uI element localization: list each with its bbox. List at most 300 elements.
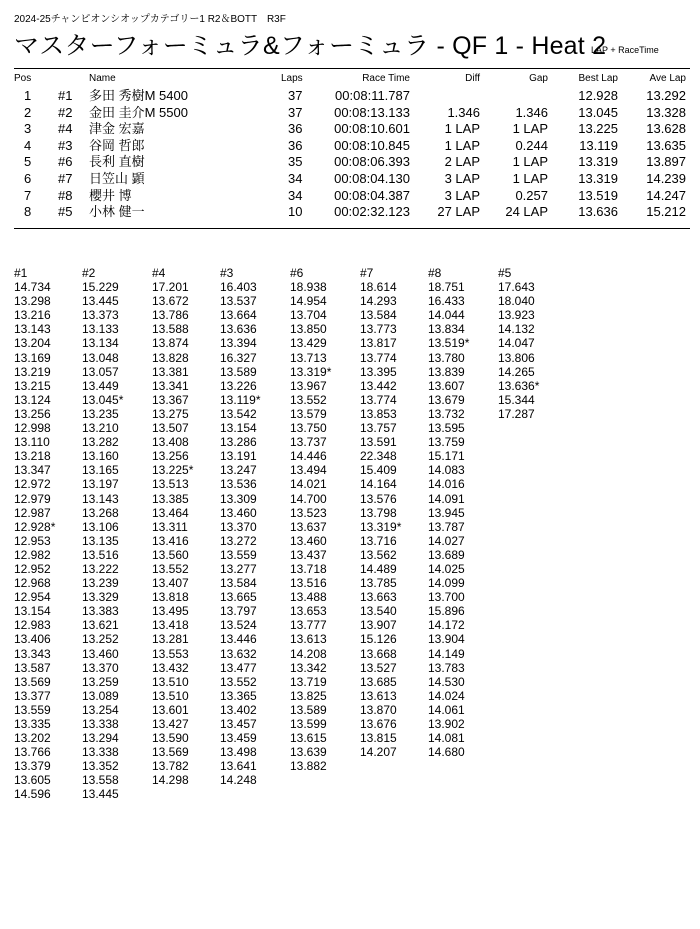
lap-column-header: #5 — [498, 266, 512, 280]
lap-time: 13.685 — [360, 674, 397, 689]
lap-time: 15.896 — [428, 604, 465, 619]
driver-name-cell: 長利 直樹 — [89, 154, 145, 170]
lap-time: 13.782 — [152, 759, 189, 774]
lap-time: 14.680 — [428, 745, 465, 760]
lap-time: 18.040 — [498, 294, 535, 309]
lap-time: 13.226 — [220, 378, 257, 393]
lap-time: 13.587 — [14, 660, 51, 675]
driver-name-cell: 谷岡 哲郎 — [89, 137, 145, 153]
lap-time: 13.282 — [82, 435, 119, 450]
ave-lap-cell: 13.635 — [646, 137, 686, 153]
lap-time: 14.061 — [428, 702, 465, 717]
lap-time: 13.165 — [82, 463, 119, 478]
diff-cell: 27 LAP — [437, 204, 480, 220]
col-header-name: Name — [89, 73, 116, 84]
ave-lap-cell: 13.628 — [646, 121, 686, 137]
lap-time: 13.607 — [428, 378, 465, 393]
lap-time: 13.552 — [152, 561, 189, 576]
lap-column-header: #6 — [290, 266, 304, 280]
diff-cell: 2 LAP — [444, 154, 480, 170]
lap-time: 13.154 — [14, 604, 51, 619]
lap-time: 13.591 — [360, 435, 397, 450]
lap-time: 13.882 — [290, 759, 327, 774]
lap-time: 14.248 — [220, 773, 257, 788]
lap-time: 14.132 — [498, 322, 535, 337]
lap-time: 13.676 — [360, 717, 397, 731]
lap-time: 13.599 — [290, 717, 327, 731]
lap-time: 13.124 — [14, 392, 51, 407]
lap-time: 14.027 — [428, 533, 465, 548]
lap-column — [360, 266, 428, 759]
lap-time: 14.047 — [498, 336, 535, 351]
lap-time: 13.774 — [360, 392, 397, 407]
lap-time: 13.134 — [82, 336, 119, 351]
lap-column — [152, 266, 220, 787]
col-header-pos: Pos — [14, 73, 32, 84]
lap-time: 13.367 — [152, 392, 189, 407]
pos-cell: 4 — [24, 137, 32, 153]
pos-cell: 3 — [24, 121, 32, 137]
lap-time: 13.519* — [428, 336, 470, 351]
lap-time: 13.664 — [220, 308, 257, 323]
lap-time: 14.083 — [428, 463, 465, 478]
col-header-laps: Laps — [281, 73, 303, 84]
driver-name-cell: 津金 宏嘉 — [89, 121, 145, 137]
lap-time: 14.172 — [428, 618, 465, 633]
lap-time: 13.275 — [152, 406, 189, 421]
lap-time: 13.477 — [220, 660, 257, 675]
race-time-cell: 00:08:10.845 — [334, 137, 410, 153]
lap-time: 13.639 — [290, 745, 327, 760]
lap-column — [14, 266, 82, 802]
lap-time: 13.700 — [428, 590, 465, 605]
lap-time: 13.460 — [82, 646, 119, 661]
lap-time: 13.160 — [82, 449, 119, 464]
lap-time: 13.584 — [360, 308, 397, 323]
lap-time: 13.256 — [152, 449, 189, 464]
result-row — [0, 138, 700, 154]
lap-time: 13.247 — [220, 463, 257, 478]
result-row — [0, 204, 700, 220]
lap-time: 13.874 — [152, 336, 189, 351]
car-number-cell: #2 — [58, 104, 73, 120]
col-header-race-time: Race Time — [362, 73, 410, 84]
lap-column-header: #3 — [220, 266, 234, 280]
lap-time: 13.341 — [152, 378, 189, 393]
lap-time: 13.815 — [360, 731, 397, 746]
lap-time: 13.254 — [82, 702, 119, 717]
ave-lap-cell: 14.239 — [646, 171, 686, 186]
lap-time: 13.663 — [360, 590, 397, 605]
lap-time: 14.265 — [498, 364, 535, 379]
lap-time: 12.928* — [14, 519, 56, 534]
lap-time: 13.445 — [82, 294, 119, 309]
lap-time: 13.773 — [360, 322, 397, 337]
result-row — [0, 188, 700, 204]
lap-time: 16.403 — [220, 280, 257, 295]
pos-cell: 5 — [24, 154, 32, 170]
lap-time: 13.672 — [152, 294, 189, 309]
lap-time: 13.834 — [428, 322, 465, 337]
lap-time: 14.207 — [360, 745, 397, 760]
lap-column — [290, 266, 358, 773]
lap-time: 13.559 — [220, 547, 257, 562]
lap-time: 13.757 — [360, 421, 397, 436]
lap-time: 13.817 — [360, 336, 397, 351]
best-lap-cell: 12.928 — [578, 88, 618, 103]
lap-time: 13.613 — [360, 688, 397, 703]
lap-time: 13.558 — [82, 773, 119, 788]
lap-time: 12.972 — [14, 477, 51, 492]
lap-time: 13.516 — [290, 576, 327, 591]
laps-cell: 35 — [288, 154, 303, 170]
lap-time: 13.429 — [290, 336, 327, 351]
lap-time: 13.457 — [220, 717, 257, 731]
lap-time: 13.319* — [290, 364, 332, 379]
lap-time: 13.716 — [360, 533, 397, 548]
bottom-rule — [14, 228, 690, 229]
lap-time: 13.286 — [220, 435, 257, 450]
race-time-cell: 00:08:10.601 — [334, 121, 410, 137]
top-rule — [14, 68, 690, 69]
lap-time: 13.347 — [14, 463, 51, 478]
lap-time: 13.416 — [152, 533, 189, 548]
lap-time: 13.135 — [82, 533, 119, 548]
lap-time: 13.494 — [290, 463, 327, 478]
lap-time: 12.968 — [14, 576, 51, 591]
lap-time: 13.048 — [82, 350, 119, 365]
col-header-gap: Gap — [529, 73, 548, 84]
lap-column-header: #8 — [428, 266, 442, 280]
lap-time: 13.342 — [290, 660, 327, 675]
lap-time: 13.459 — [220, 731, 257, 746]
lap-time: 13.210 — [82, 421, 119, 436]
lap-time: 13.402 — [220, 702, 257, 717]
pos-cell: 2 — [24, 104, 32, 120]
result-row — [0, 105, 700, 121]
lap-time: 13.907 — [360, 618, 397, 633]
lap-time: 13.540 — [360, 604, 397, 619]
lap-time: 13.252 — [82, 632, 119, 647]
col-header-diff: Diff — [465, 73, 480, 84]
lap-time: 14.164 — [360, 477, 397, 492]
lap-time: 13.615 — [290, 731, 327, 746]
gap-cell: 0.257 — [515, 187, 548, 203]
lap-time: 13.718 — [290, 561, 327, 576]
lap-time: 13.338 — [82, 717, 119, 731]
lap-time: 13.510 — [152, 674, 189, 689]
lap-time: 13.191 — [220, 449, 257, 464]
race-time-cell: 00:08:13.133 — [334, 104, 410, 120]
lap-time: 14.021 — [290, 477, 327, 492]
lap-time: 12.987 — [14, 505, 51, 520]
laps-cell: 37 — [288, 104, 303, 120]
lap-column — [498, 266, 566, 421]
gap-cell: 24 LAP — [505, 204, 548, 220]
lap-time: 13.197 — [82, 477, 119, 492]
lap-time: 13.394 — [220, 336, 257, 351]
lap-time: 13.579 — [290, 406, 327, 421]
lap-time: 13.281 — [152, 632, 189, 647]
pos-cell: 6 — [24, 171, 32, 186]
driver-name-cell: 多田 秀樹M 5400 — [89, 88, 188, 103]
lap-time: 13.395 — [360, 364, 397, 379]
lap-time: 18.938 — [290, 280, 327, 295]
ave-lap-cell: 13.328 — [646, 104, 686, 120]
gap-cell: 1 LAP — [512, 121, 548, 137]
lap-time: 13.379 — [14, 759, 51, 774]
lap-time: 13.352 — [82, 759, 119, 774]
lap-time: 13.780 — [428, 350, 465, 365]
lap-time: 14.099 — [428, 576, 465, 591]
col-header-best-lap: Best Lap — [578, 73, 618, 84]
pos-cell: 1 — [24, 88, 32, 103]
race-time-cell: 00:08:04.387 — [334, 187, 410, 203]
lap-time: 13.786 — [152, 308, 189, 323]
lap-time: 13.704 — [290, 308, 327, 323]
lap-time: 13.766 — [14, 745, 51, 760]
lap-time: 13.806 — [498, 350, 535, 365]
laps-cell: 36 — [288, 137, 303, 153]
col-header-ave-lap: Ave Lap — [649, 73, 686, 84]
lap-time: 13.343 — [14, 646, 51, 661]
diff-cell: 3 LAP — [444, 171, 480, 186]
lap-time: 12.979 — [14, 491, 51, 506]
lap-time: 13.552 — [290, 392, 327, 407]
lap-time: 13.460 — [220, 505, 257, 520]
lap-time: 13.143 — [14, 322, 51, 337]
diff-cell: 1.346 — [447, 104, 480, 120]
lap-time: 13.133 — [82, 322, 119, 337]
diff-cell: 1 LAP — [444, 121, 480, 137]
lap-time: 13.750 — [290, 421, 327, 436]
lap-time: 15.229 — [82, 280, 119, 295]
lap-time: 13.311 — [152, 519, 188, 534]
lap-time: 13.523 — [290, 505, 327, 520]
lap-column-header: #4 — [152, 266, 166, 280]
lap-time: 15.409 — [360, 463, 397, 478]
lap-time: 14.208 — [290, 646, 327, 661]
laps-cell: 34 — [288, 171, 303, 186]
lap-time: 13.589 — [220, 364, 257, 379]
lap-time: 13.057 — [82, 364, 119, 379]
lap-time: 13.828 — [152, 350, 189, 365]
page-title: マスターフォーミュラ&フォーミュラ - QF 1 - Heat 2 — [14, 32, 607, 60]
lap-time: 17.201 — [152, 280, 189, 295]
lap-time: 13.904 — [428, 632, 465, 647]
lap-time: 13.277 — [220, 561, 257, 576]
lap-time: 13.923 — [498, 308, 535, 323]
lap-time: 13.641 — [220, 759, 257, 774]
driver-name-cell: 櫻井 博 — [89, 187, 132, 203]
lap-time: 13.713 — [290, 350, 327, 365]
lap-time: 12.954 — [14, 590, 51, 605]
pos-cell: 8 — [24, 204, 32, 220]
lap-time: 13.562 — [360, 547, 397, 562]
pos-cell: 7 — [24, 187, 32, 203]
lap-time: 13.298 — [14, 294, 51, 309]
lap-time: 13.377 — [14, 688, 51, 703]
laps-cell: 10 — [288, 204, 303, 220]
lap-time: 17.287 — [498, 406, 535, 421]
lap-time: 13.119* — [220, 392, 261, 407]
lap-time: 13.338 — [82, 745, 119, 760]
lap-column-header: #7 — [360, 266, 374, 280]
lap-time: 14.044 — [428, 308, 465, 323]
result-row — [0, 154, 700, 170]
lap-time: 13.798 — [360, 505, 397, 520]
lap-time: 13.719 — [290, 674, 327, 689]
lap-time: 15.171 — [428, 449, 465, 464]
lap-time: 13.406 — [14, 632, 51, 647]
lap-time: 13.383 — [82, 604, 119, 619]
lap-time: 13.636 — [220, 322, 257, 337]
lap-time: 13.850 — [290, 322, 327, 337]
lap-time: 13.225* — [152, 463, 194, 478]
best-lap-cell: 13.225 — [578, 121, 618, 137]
lap-time: 13.365 — [220, 688, 257, 703]
lap-time: 14.024 — [428, 688, 465, 703]
lap-time: 13.632 — [220, 646, 257, 661]
lap-column — [428, 266, 496, 759]
lap-time: 13.498 — [220, 745, 257, 760]
lap-time: 13.967 — [290, 378, 327, 393]
lap-time: 12.998 — [14, 421, 51, 436]
lap-time: 14.091 — [428, 491, 465, 506]
lap-time: 13.560 — [152, 547, 189, 562]
lap-time: 13.584 — [220, 576, 257, 591]
laps-cell: 34 — [288, 187, 303, 203]
lap-time: 14.734 — [14, 280, 51, 295]
ave-lap-cell: 14.247 — [646, 187, 686, 203]
ave-lap-cell: 13.292 — [646, 88, 686, 103]
lap-time: 13.169 — [14, 350, 51, 365]
lap-time: 14.016 — [428, 477, 465, 492]
best-lap-cell: 13.319 — [578, 154, 618, 170]
lap-time: 13.222 — [82, 561, 119, 576]
lap-time: 13.460 — [290, 533, 327, 548]
lap-time: 14.149 — [428, 646, 465, 661]
lap-time: 13.106 — [82, 519, 119, 534]
lap-time: 13.902 — [428, 717, 465, 731]
lap-time: 13.309 — [220, 491, 257, 506]
best-lap-cell: 13.319 — [578, 171, 618, 186]
gap-cell: 1 LAP — [512, 171, 548, 186]
best-lap-cell: 13.519 — [578, 187, 618, 203]
lap-time: 13.202 — [14, 731, 51, 746]
lap-time: 16.327 — [220, 350, 257, 365]
lap-time: 13.381 — [152, 364, 189, 379]
laps-cell: 37 — [288, 88, 303, 103]
ave-lap-cell: 15.212 — [646, 204, 686, 220]
lap-time: 12.953 — [14, 533, 51, 548]
lap-time: 13.679 — [428, 392, 465, 407]
lap-time: 13.945 — [428, 505, 465, 520]
lap-time: 13.370 — [220, 519, 257, 534]
lap-time: 13.737 — [290, 435, 327, 450]
lap-time: 13.537 — [220, 294, 257, 309]
car-number-cell: #5 — [58, 204, 73, 220]
lap-time: 13.636* — [498, 378, 540, 393]
diff-cell: 3 LAP — [444, 187, 480, 203]
race-time-cell: 00:08:04.130 — [334, 171, 410, 186]
lap-time: 13.870 — [360, 702, 397, 717]
car-number-cell: #1 — [58, 88, 73, 103]
lap-time: 13.595 — [428, 421, 465, 436]
lap-time: 13.569 — [14, 674, 51, 689]
lap-time: 12.983 — [14, 618, 51, 633]
driver-name-cell: 金田 圭介M 5500 — [89, 104, 188, 120]
lap-time: 13.045* — [82, 392, 124, 407]
lap-time: 13.668 — [360, 646, 397, 661]
lap-time: 13.418 — [152, 618, 189, 633]
lap-time: 13.495 — [152, 604, 189, 619]
lap-time: 13.219 — [14, 364, 51, 379]
race-time-cell: 00:08:11.787 — [335, 88, 410, 103]
lap-time: 13.839 — [428, 364, 465, 379]
gap-cell: 0.244 — [515, 137, 548, 153]
event-subtitle: 2024-25チャンピオンシオップカテゴリー1 R2＆BOTT R3F — [14, 14, 286, 25]
lap-time: 13.605 — [14, 773, 51, 788]
lap-time: 13.427 — [152, 717, 189, 731]
lap-time: 13.536 — [220, 477, 257, 492]
lap-time: 14.954 — [290, 294, 327, 309]
lap-time: 13.294 — [82, 731, 119, 746]
lap-time: 22.348 — [360, 449, 397, 464]
lap-time: 13.446 — [220, 632, 257, 647]
lap-time: 14.298 — [152, 773, 189, 788]
best-lap-cell: 13.119 — [579, 137, 618, 153]
lap-time: 13.268 — [82, 505, 119, 520]
lap-time: 13.272 — [220, 533, 257, 548]
lap-time: 13.759 — [428, 435, 465, 450]
lap-time: 13.442 — [360, 378, 397, 393]
lap-time: 13.204 — [14, 336, 51, 351]
lap-time: 13.432 — [152, 660, 189, 675]
lap-time: 13.665 — [220, 590, 257, 605]
lap-time: 14.293 — [360, 294, 397, 309]
lap-time: 13.216 — [14, 308, 51, 323]
lap-time: 14.081 — [428, 731, 465, 746]
lap-time: 13.154 — [220, 421, 257, 436]
lap-time: 13.783 — [428, 660, 465, 675]
lap-time: 13.552 — [220, 674, 257, 689]
lap-time: 14.446 — [290, 449, 327, 464]
lap-time: 13.256 — [14, 406, 51, 421]
laps-cell: 36 — [288, 121, 303, 137]
race-time-cell: 00:02:32.123 — [334, 204, 410, 220]
lap-time: 13.513 — [152, 477, 189, 492]
car-number-cell: #7 — [58, 171, 73, 186]
lap-time: 13.588 — [152, 322, 189, 337]
lap-time: 13.589 — [290, 702, 327, 717]
lap-time: 13.527 — [360, 660, 397, 675]
lap-column — [220, 266, 288, 787]
lap-time: 13.825 — [290, 688, 327, 703]
lap-time: 13.408 — [152, 435, 189, 450]
car-number-cell: #8 — [58, 187, 73, 203]
lap-time: 13.818 — [152, 590, 189, 605]
lap-time: 13.437 — [290, 547, 327, 562]
lap-time: 13.576 — [360, 491, 397, 506]
lap-time: 13.787 — [428, 519, 465, 534]
lap-time: 13.407 — [152, 576, 189, 591]
gap-cell: 1 LAP — [512, 154, 548, 170]
lap-time: 13.143 — [82, 491, 119, 506]
lap-time: 13.621 — [82, 618, 119, 633]
lap-time: 13.569 — [152, 745, 189, 760]
lap-time: 13.370 — [82, 660, 119, 675]
